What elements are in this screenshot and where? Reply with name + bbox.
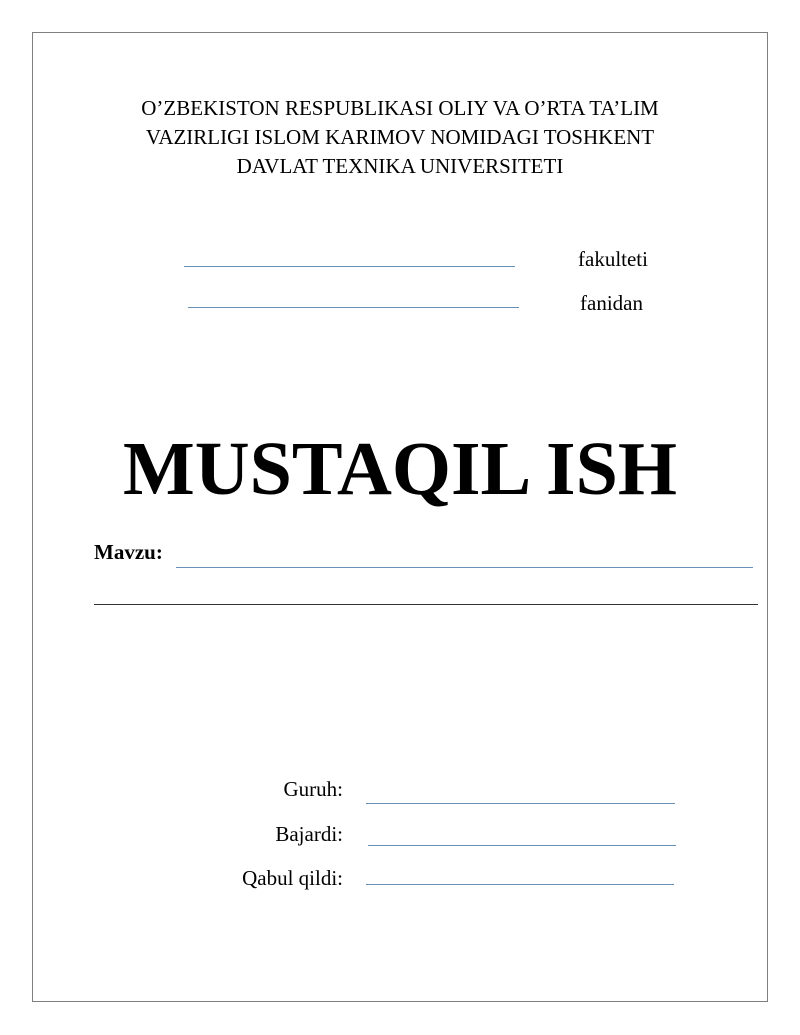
document-title: MUSTAQIL ISH: [123, 427, 677, 511]
group-blank-line[interactable]: [366, 803, 675, 804]
accepted-by-blank-line[interactable]: [366, 884, 674, 885]
done-by-blank-line[interactable]: [368, 845, 676, 846]
subject-blank-line[interactable]: [188, 307, 519, 308]
group-label: Guruh:: [283, 777, 343, 801]
topic-label: Mavzu:: [94, 540, 163, 564]
faculty-suffix-label: fakulteti: [578, 247, 648, 271]
header-line-3: DAVLAT TEXNIKA UNIVERSITETI: [236, 154, 564, 178]
topic-blank-line[interactable]: [176, 567, 753, 568]
topic-continuation-line[interactable]: [94, 604, 758, 605]
subject-suffix-label: fanidan: [580, 291, 643, 315]
faculty-blank-line[interactable]: [184, 266, 515, 267]
header-line-1: O’ZBEKISTON RESPUBLIKASI OLIY VA O’RTA TA’LIM: [141, 96, 659, 120]
university-header: [0, 94, 800, 181]
accepted-by-label: Qabul qildi:: [242, 866, 343, 890]
done-by-label: Bajardi:: [275, 822, 343, 846]
header-line-2: VAZIRLIGI ISLOM KARIMOV NOMIDAGI TOSHKENT: [145, 125, 655, 149]
